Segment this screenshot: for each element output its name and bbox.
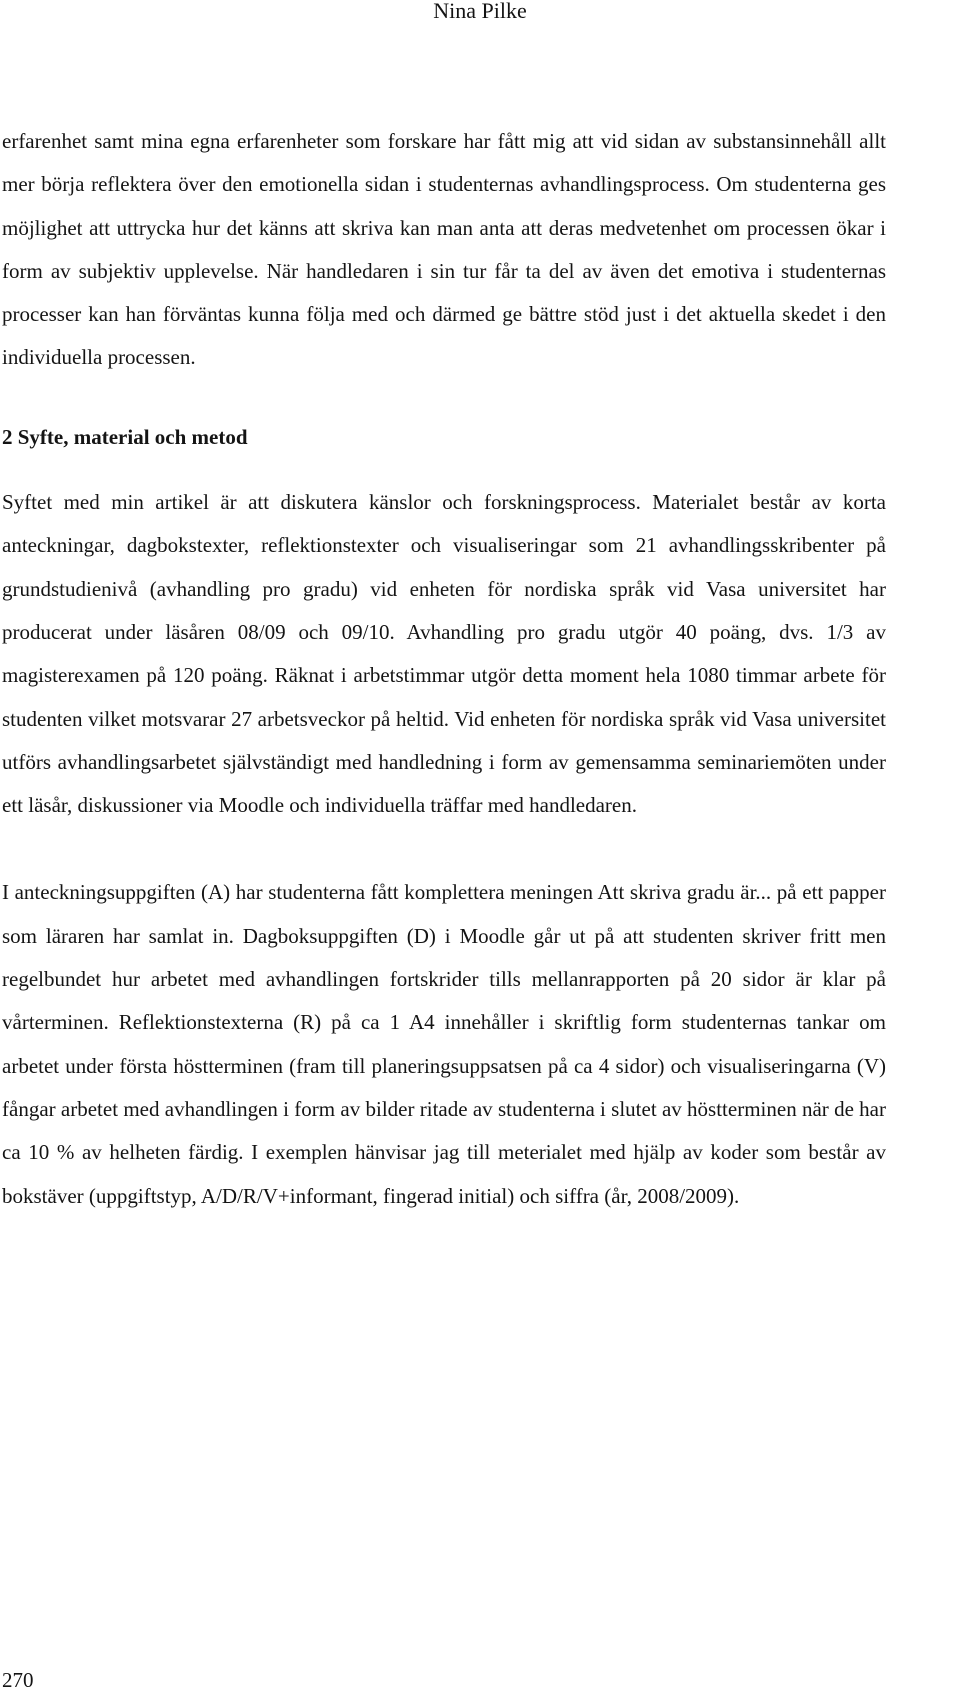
page-number: 270 bbox=[2, 1668, 34, 1692]
paragraph-spacer bbox=[2, 827, 886, 871]
body-paragraph-3: I anteckningsuppgiften (A) har studenterna fått komplettera meningen Att skriva gradu är... på ett papper som läraren har samlat in. Dagboksuppgiften (D) i Moodle går ut på att studenten skriver fritt men regelbundet hur arbetet med avhandlingen fortskrider tills mellanrapporten på 20 sidor är klar på vårterminen. Reflektionstexterna (R) på ca 1 A4 innehåller i skriftlig form studenternas tankar om arbetet under första höstterminen (fram till planeringsuppsatsen på ca 4 sidor) och visualiseringarna (V) fångar arbetet med avhandlingen i form av bilder ritade av studenterna i slutet av höstterminen när de har ca 10 % av helheten färdig. I exemplen hänvisar jag till meterialet med hjälp av koder som består av bokstäver (uppgiftstyp, A/D/R/V+informant, fingerad initial) och siffra (år, 2008/2009). bbox=[2, 880, 886, 1208]
body-paragraph-1: erfarenhet samt mina egna erfarenheter som forskare har fått mig att vid sidan av substansinnehåll allt mer börja reflektera över den emotionella sidan i studenternas avhandlingsprocess. Om studenterna ges möjlighet att uttrycka hur det känns att skriva kan man anta att deras medvetenhet om processen ökar i form av subjektiv upplevelse. När handledaren i sin tur får ta del av även det emotiva i studenternas processer kan han förväntas kunna följa med och därmed ge bättre stöd just i det aktuella skedet i den individuella processen. bbox=[2, 129, 886, 370]
section-heading: 2 Syfte, material och metod bbox=[2, 424, 248, 449]
body-paragraph-2: Syftet med min artikel är att diskutera känslor och forskningsprocess. Materialet består av korta anteckningar, dagbokstexter, reflektionstexter och visualiseringar som 21 avhandlingsskribenter på grundstudienivå (avhandling pro gradu) vid enheten för nordiska språk vid Vasa universitet har producerat under läsåren 08/09 och 09/10. Avhandling pro gradu utgör 40 poäng, dvs. 1/3 av magisterexamen på 120 poäng. Räknat i arbetstimmar utgör detta moment hela 1080 timmar arbete för studenten vilket motsvarar 27 arbetsveckor på heltid. Vid enheten för nordiska språk vid Vasa universitet utförs avhandlingsarbetet självständigt med handledning i form av gemensamma seminariemöten under ett läsår, diskussioner via Moodle och individuella träffar med handledaren. bbox=[2, 490, 886, 818]
paragraph-spacer bbox=[2, 380, 886, 416]
heading-spacer bbox=[2, 459, 886, 481]
page-body bbox=[2, 120, 886, 1218]
running-header-author: Nina Pilke bbox=[433, 0, 527, 23]
